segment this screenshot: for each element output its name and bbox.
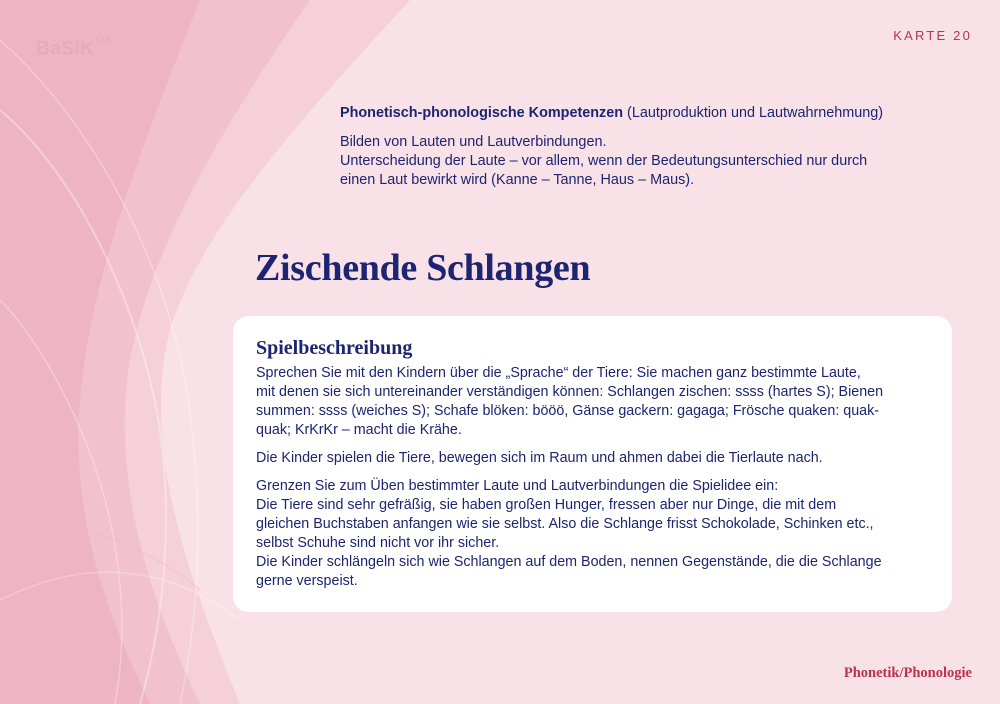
competence-heading-bold: Phonetisch-phonologische Kompetenzen (340, 105, 624, 121)
description-line: Grenzen Sie zum Üben bestimmter Laute und Lautverbindungen die Spielidee ein: (256, 478, 779, 494)
logo-superscript: Ü3 (95, 34, 111, 46)
competence-line: Bilden von Lauten und Lautverbindungen. (340, 134, 607, 150)
competence-line: einen Laut bewirkt wird (Kanne – Tanne, Haus – Maus). (340, 172, 695, 188)
description-line: summen: ssss (weiches S); Schafe blöken: bööö, Gänse gackern: gagaga; Frösche quaken: quak- (256, 403, 880, 419)
description-line: Die Tiere sind sehr gefräßig, sie haben großen Hunger, fressen aber nur Dinge, die mit dem (256, 497, 837, 513)
description-line: selbst Schuhe sind nicht vor ihr sicher. (256, 535, 500, 551)
competence-heading (340, 104, 940, 123)
description-line: mit denen sie sich untereinander verständigen können: Schlangen zischen: ssss (hartes S); Bienen (256, 384, 884, 400)
logo-text: BaSiK (36, 38, 95, 60)
card-number: KARTE 20 (893, 28, 972, 43)
competence-line: Unterscheidung der Laute – vor allem, wenn der Bedeutungsunterschied nur durch (340, 153, 868, 169)
description-heading: Spielbeschreibung (256, 337, 413, 359)
description-line: Die Kinder schlängeln sich wie Schlangen auf dem Boden, nennen Gegenstände, die die Schlange (256, 554, 882, 570)
competence-section (340, 104, 940, 190)
description-paragraph (256, 449, 930, 468)
competence-heading-rest: (Lautproduktion und Lautwahrnehmung) (623, 105, 884, 121)
description-paragraph (256, 477, 930, 591)
description-line: Sprechen Sie mit den Kindern über die „Sprache“ der Tiere: Sie machen ganz bestimmte Laute, (256, 365, 861, 381)
description-line: gerne verspeist. (256, 573, 358, 589)
description-line: quak; KrKrKr – macht die Krähe. (256, 422, 462, 438)
description-line: Die Kinder spielen die Tiere, bewegen sich im Raum und ahmen dabei die Tierlaute nach. (256, 450, 823, 466)
page-title: Zischende Schlangen (255, 247, 591, 289)
category-label: Phonetik/Phonologie (843, 665, 972, 681)
basik-logo (36, 34, 111, 60)
description-line: gleichen Buchstaben anfangen wie sie selbst. Also die Schlange frisst Schokolade, Schinken etc., (256, 516, 874, 532)
description-paragraph (256, 364, 930, 440)
game-description-panel (233, 316, 952, 612)
